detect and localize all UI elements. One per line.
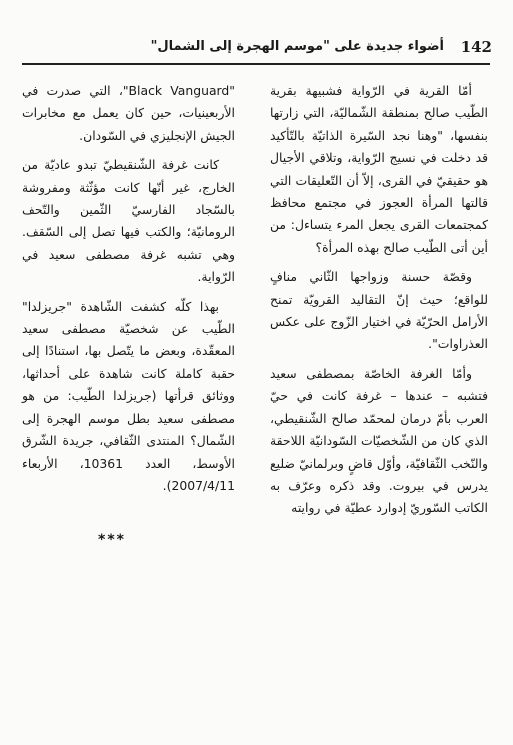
- paragraph: بهذا كلّه كشفت الشّاهدة "جريزلدا" الطّيب عن شخصيّة مصطفى سعيد المعقّدة، وبعض ما يتّصل بها، استنادًا إلى حقبة كاملة كانت شاهدة على أحداثها، ووثائق قرأتها (جريزلدا الطّيب: من هو مصطفى سعيد بطل موسم الهجرة إلى الشّمال؟ المنتدى الثّقافي، جريدة الشّرق الأوسط، العدد 10361، الأربعاء 2007/4/11).: [22, 298, 235, 493]
- page-number: 142: [460, 38, 492, 56]
- header-rule: [22, 63, 490, 65]
- paragraph: وأمّا الغرفة الخاصّة بمصطفى سعيد فتشبه – عندها – غرفة كانت في حيّ العرب بأمّ درمان لمحمّد صالح الشّنقيطي، الذي كان من الشّخصيّات السّودانيّة اللاحقة والنّخب الثّقافيّة، وأوّل قاضٍ وبرلمانيّ ضليع يدرس في بيروت. وقد ذكره وعرّف به الكاتب السّوريّ إدوارد عطيّة في روايته: [270, 365, 488, 516]
- paragraph: كانت غرفة الشّنقيطيّ تبدو عاديّة من الخارج، غير أنّها كانت مؤثّثة ومفروشة بالسّجاد الفارسيّ الثّمين والتّحف الرومانيّة؛ والكتب فيها تصل إلى السّقف. وهي تشبه غرفة مصطفى سعيد في الرّواية.: [22, 157, 235, 285]
- left-column: [22, 80, 235, 497]
- paragraph: أمّا القرية في الرّواية فشبيهة بقرية الطّيب صالح بمنطقة الشّماليّة، التي زارتها بنفسها، "وهنا نجد السّيرة الذاتيّة بالتّأكيد قد دخلت في نسيج الرّواية، وتلاقي الأجيال هو حقيقيّ في القرى، إلاّ أن التّعليقات التي قالتها المرأة العجوز في مجتمع محافظ كمجتمعات القرى يجعل المرء يتساءل: من أين أتى الطّيب صالح بهذه المرأة؟: [270, 83, 488, 255]
- right-column: [270, 80, 488, 520]
- running-title: أضواء جديدة على "موسم الهجرة إلى الشمال": [150, 39, 444, 54]
- page-header: [22, 38, 492, 60]
- paragraph: "Black Vanguard"، التي صدرت في الأربعينيات، حين كان يعمل مع مخابرات الجيش الإنجليزي في السّودان.: [22, 83, 235, 143]
- paragraph: وقصّة حسنة وزواجها الثّاني منافٍ للواقع؛ حيث إنّ التقاليد القرويّة تمنح الأرامل الحرّيّة في اختيار الزّوج على عكس العذراوات".: [270, 269, 488, 352]
- section-separator: ***: [98, 532, 126, 548]
